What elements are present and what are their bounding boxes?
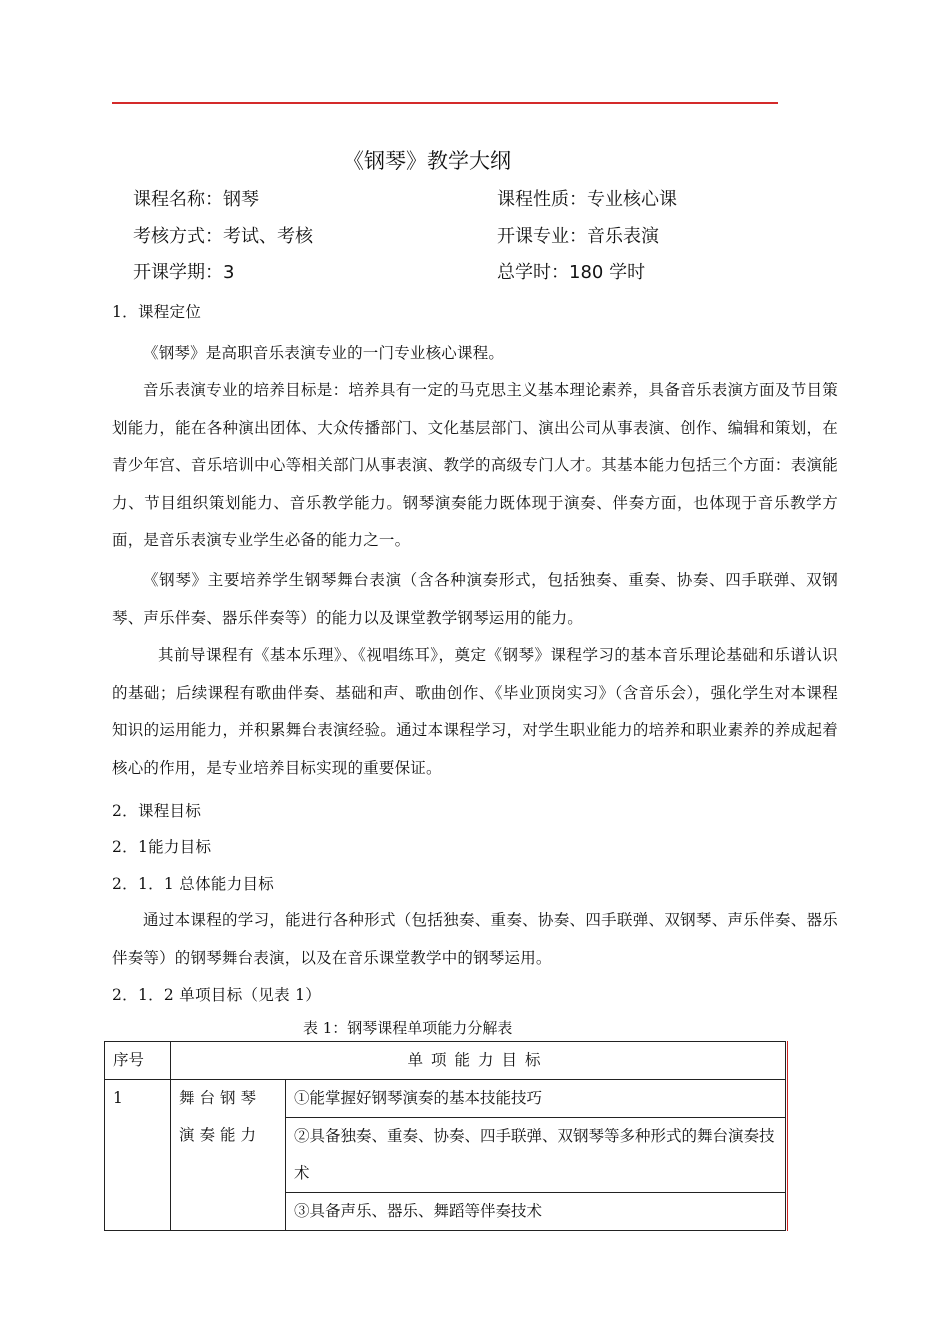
section-2-heading: 2．课程目标 [112, 802, 202, 820]
table-caption: 表 1：钢琴课程单项能力分解表 [303, 1019, 513, 1037]
meta-semester: 开课学期：3 [133, 262, 235, 283]
goal-item-2: ②具备独奏、重奏、协奏、四手联弹、双钢琴等多种形式的舞台演奏技术 [286, 1118, 786, 1193]
meta-major: 开课专业：音乐表演 [497, 226, 659, 247]
margin-red-line [787, 1041, 788, 1231]
table-row [105, 1080, 786, 1118]
meta-assessment: 考核方式：考试、考核 [133, 226, 313, 247]
header-number: 序号 [105, 1042, 171, 1080]
section-2-paragraph-1: 通过本课程的学习，能进行各种形式（包括独奏、重奏、协奏、四手联弹、双钢琴、声乐伴奏、器乐伴奏等）的钢琴舞台表演，以及在音乐课堂教学中的钢琴运用。 [112, 911, 838, 967]
table-header-row [105, 1042, 786, 1080]
row-category: 舞台钢琴演奏能力 [171, 1080, 286, 1231]
section-2-1-heading: 2．1能力目标 [112, 838, 212, 856]
header-rule [112, 102, 778, 104]
goal-item-1: ①能掌握好钢琴演奏的基本技能技巧 [286, 1080, 786, 1118]
section-1-heading: 1．课程定位 [112, 303, 202, 321]
section-2-1-2-heading: 2．1．2 单项目标（见表 1） [112, 986, 322, 1004]
document-title: 《钢琴》教学大纲 [343, 149, 511, 173]
meta-course-name: 课程名称：钢琴 [133, 189, 259, 210]
ability-table [104, 1041, 786, 1231]
section-1-paragraph-1: 《钢琴》是高职音乐表演专业的一门专业核心课程。 [143, 344, 505, 362]
row-number: 1 [105, 1080, 171, 1231]
section-1-paragraph-2: 音乐表演专业的培养目标是：培养具有一定的马克思主义基本理论素养，具备音乐表演方面及节目策划能力，能在各种演出团体、大众传播部门、文化基层部门、演出公司从事表演、创作、编辑和策划，在青少年宫、音乐培训中心等相关部门从事表演、教学的高级专门人才。其基本能力包括三个方面：表演能力、节目组织策划能力、音乐教学能力。钢琴演奏能力既体现于演奏、伴奏方面，也体现于音乐教学方面，是音乐表演专业学生必备的能力之一。 [112, 381, 838, 549]
meta-course-type: 课程性质：专业核心课 [497, 189, 677, 210]
section-1-paragraph-3: 《钢琴》主要培养学生钢琴舞台表演（含各种演奏形式，包括独奏、重奏、协奏、四手联弹、双钢琴、声乐伴奏、器乐伴奏等）的能力以及课堂教学钢琴运用的能力。 [112, 571, 838, 627]
header-goal: 单项能力目标 [171, 1042, 786, 1080]
meta-hours: 总学时：180 学时 [497, 262, 646, 283]
section-1-paragraph-4: 其前导课程有《基本乐理》、《视唱练耳》，奠定《钢琴》课程学习的基本音乐理论基础和乐谱认识的基础；后续课程有歌曲伴奏、基础和声、歌曲创作、《毕业顶岗实习》（含音乐会），强化学生对本课程知识的运用能力，并积累舞台表演经验。通过本课程学习，对学生职业能力的培养和职业素养的养成起着核心的作用，是专业培养目标实现的重要保证。 [112, 646, 838, 777]
section-2-1-1-heading: 2．1．1 总体能力目标 [112, 875, 275, 893]
goal-item-3: ③具备声乐、器乐、舞蹈等伴奏技术 [286, 1193, 786, 1231]
